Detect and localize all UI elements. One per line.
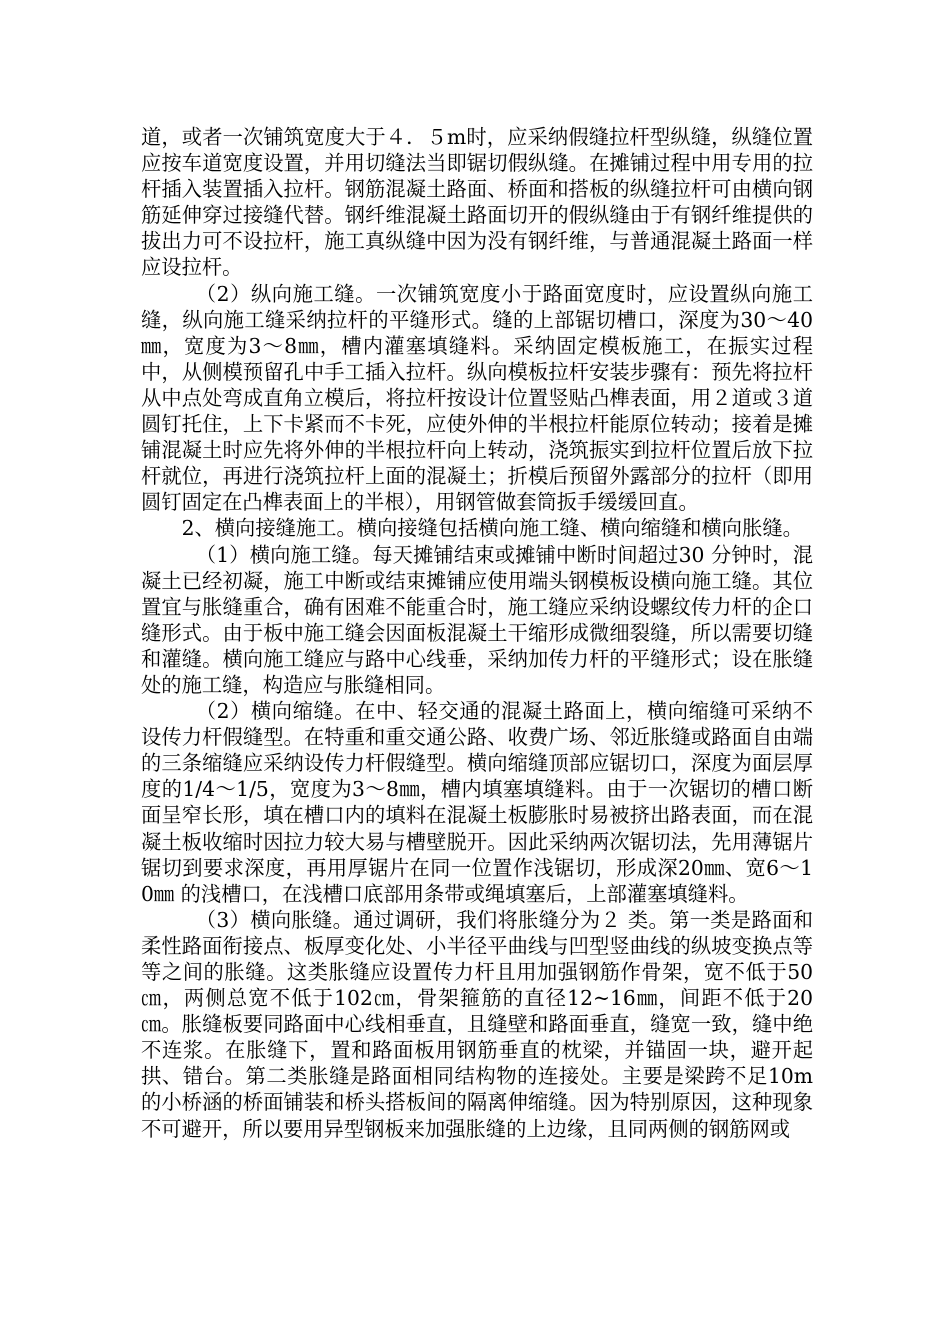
paragraph-transverse-contraction-joint: （2）横向缩缝。在中、轻交通的混凝土路面上，横向缩缝可采纳不设传力杆假缝型。在特重和重交通公路、收费广场、邻近胀缝或路面自由端的三条缩缝应采纳设传力杆假缝型。横向缩缝顶部应锯切口，深度为面层厚度的1/4～1/5，宽度为3～8㎜，槽内填塞填缝料。由于一次锯切的槽口断面呈窄长形，填在槽口内的填料在混凝土板膨胀时易被挤出路表面，而在混凝土板收缩时因拉力较大易与槽壁脱开。因此采纳两次锯切法，先用薄锯片锯切到要求深度，再用厚锯片在同一位置作浅锯切，形成深20㎜、宽6～10㎜ 的浅槽口，在浅槽口底部用条带或绳填塞后，上部灌塞填缝料。 (141, 699, 813, 906)
paragraph-transverse-joint-heading: 2、横向接缝施工。横向接缝包括横向施工缝、横向缩缝和横向胀缝。 (181, 516, 803, 541)
paragraph-transverse-expansion-joint: （3）横向胀缝。通过调研，我们将胀缝分为２ 类。第一类是路面和柔性路面衔接点、板厚变化处、小半径平曲线与凹型竖曲线的纵坡变换点等等之间的胀缝。这类胀缝应设置传力杆且用加强钢筋作骨架，宽不低于50㎝，两侧总宽不低于102㎝，骨架箍筋的直径12~16㎜，间距不低于20㎝。胀缝板要同路面中心线相垂直，且缝壁和路面垂直，缝宽一致，缝中绝不连浆。在胀缝下，置和路面板用钢筋垂直的枕梁，并锚固一块，避开起拱、错台。第二类胀缝是路面相同结构物的连接处。主要是梁跨不足10m的小桥涵的桥面铺装和桥头搭板间的隔离伸缩缝。因为特别原因，这种现象不可避开，所以要用异型钢板来加强胀缝的上边缘，且同两侧的钢筋网或 (141, 907, 813, 1141)
document-body (141, 124, 813, 1142)
paragraph-longitudinal-construction-joint: （2）纵向施工缝。一次铺筑宽度小于路面宽度时，应设置纵向施工缝，纵向施工缝采纳拉杆的平缝形式。缝的上部锯切槽口，深度为30～40㎜，宽度为3～8㎜，槽内灌塞填缝料。采纳固定模板施工，在振实过程中，从侧模预留孔中手工插入拉杆。纵向模板拉杆安装步骤有：预先将拉杆从中点处弯成直角立模后，将拉杆按设计位置竖贴凸榫表面，用２道或３道圆钉托住，上下卡紧而不卡死，应使外伸的半根拉杆能原位转动；接着是摊铺混凝土时应先将外伸的半根拉杆向上转动，浇筑振实到拉杆位置后放下拉杆就位，再进行浇筑拉杆上面的混凝土；折模后预留外露部分的拉杆（即用圆钉固定在凸榫表面上的半根），用钢管做套筒扳手缓缓回直。 (141, 281, 813, 515)
paragraph-transverse-construction-joint: （1）横向施工缝。每天摊铺结束或摊铺中断时间超过30 分钟时，混凝土已经初凝，施工中断或结束摊铺应使用端头钢模板设横向施工缝。其位置宜与胀缝重合，确有困难不能重合时，施工缝应采纳设螺纹传力杆的企口缝形式。由于板中施工缝会因面板混凝土干缩形成微细裂缝，所以需要切缝和灌缝。横向施工缝应与路中心线垂，采纳加传力杆的平缝形式；设在胀缝处的施工缝，构造应与胀缝相同。 (141, 542, 813, 697)
paragraph-longitudinal-joint-continued: 道，或者一次铺筑宽度大于４．５m时，应采纳假缝拉杆型纵缝，纵缝位置应按车道宽度设置，并用切缝法当即锯切假纵缝。在摊铺过程中用专用的拉杆插入装置插入拉杆。钢筋混凝土路面、桥面和搭板的纵缝拉杆可由横向钢筋延伸穿过接缝代替。钢纤维混凝土路面切开的假纵缝由于有钢纤维提供的拔出力可不设拉杆，施工真纵缝中因为没有钢纤维，与普通混凝土路面一样应设拉杆。 (141, 125, 813, 280)
